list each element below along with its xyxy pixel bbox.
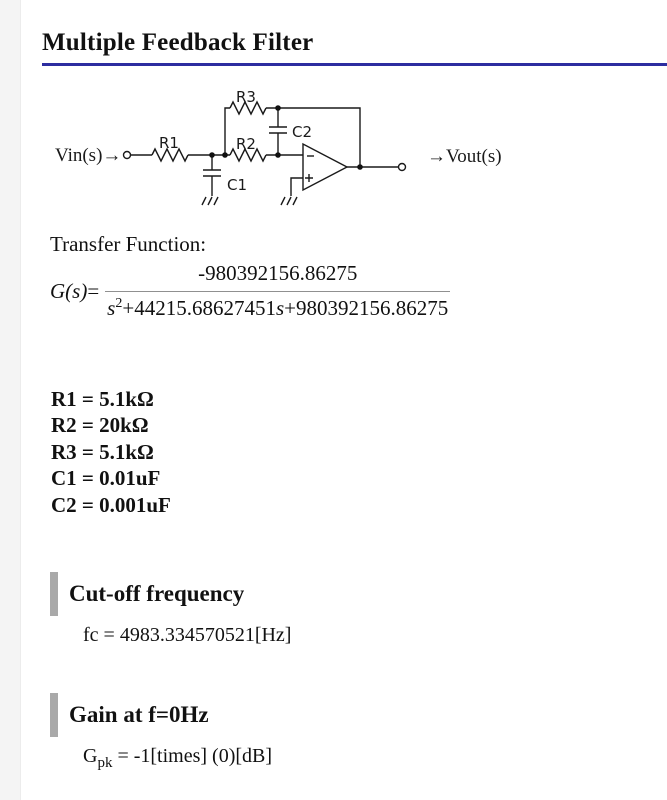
label-c1: C1 [227, 176, 248, 194]
den-tail: +980392156.86275 [284, 296, 449, 320]
input-signal-label: Vin(s)→ [55, 145, 122, 166]
circuit-diagram [50, 78, 520, 228]
capacitor-c2 [269, 108, 287, 155]
label-c2: C2 [292, 123, 313, 141]
gain-value-text: = -1[times] (0)[dB] [112, 745, 273, 767]
label-r3: R3 [236, 88, 256, 106]
den-s2: s [275, 296, 285, 320]
cutoff-frequency-heading: Cut-off frequency [50, 572, 291, 616]
fraction-denominator [105, 292, 450, 321]
equation-lhs [50, 279, 99, 304]
ground-icon [281, 197, 297, 205]
circuit-wires [124, 102, 406, 205]
component-value-r3: R3 = 5.1kΩ [51, 439, 154, 464]
cutoff-frequency-section [50, 572, 291, 647]
gain-heading: Gain at f=0Hz [50, 693, 272, 737]
component-value-c2: C2 = 0.001uF [51, 492, 171, 517]
input-terminal [124, 152, 131, 159]
equation-fraction [105, 261, 450, 321]
circuit-svg [50, 78, 520, 223]
label-r2: R2 [236, 135, 256, 153]
output-signal-label: →Vout(s) [427, 146, 502, 167]
page-margin-strip [0, 0, 21, 800]
equation-equals: = [87, 278, 100, 303]
cutoff-frequency-value: fc = 4983.334570521[Hz] [83, 624, 292, 646]
ground-icon [202, 197, 218, 205]
component-value-r2: R2 = 20kΩ [51, 413, 149, 438]
den-mid: +44215.68627451 [122, 296, 276, 320]
den-exponent: 2 [115, 296, 123, 311]
transfer-function-equation [50, 261, 450, 321]
gain-subscript: pk [97, 755, 113, 771]
equation-gs: G(s) [50, 278, 88, 303]
den-s1: s [107, 296, 116, 320]
output-terminal [399, 164, 406, 171]
gain-value [83, 745, 272, 772]
fraction-numerator: -980392156.86275 [198, 261, 358, 285]
page-title: Multiple Feedback Filter [42, 29, 667, 66]
gain-section [50, 693, 272, 772]
transfer-function-section [50, 231, 450, 321]
capacitor-c1 [203, 155, 221, 196]
component-value-r1: R1 = 5.1kΩ [51, 387, 154, 411]
opamp [303, 144, 347, 190]
component-value-c1: C1 = 0.01uF [51, 466, 161, 491]
gain-symbol: G [83, 745, 98, 767]
transfer-function-heading: Transfer Function: [50, 232, 207, 256]
circuit-nodes [209, 105, 363, 170]
component-values-list [51, 386, 171, 518]
label-r1: R1 [159, 134, 179, 152]
